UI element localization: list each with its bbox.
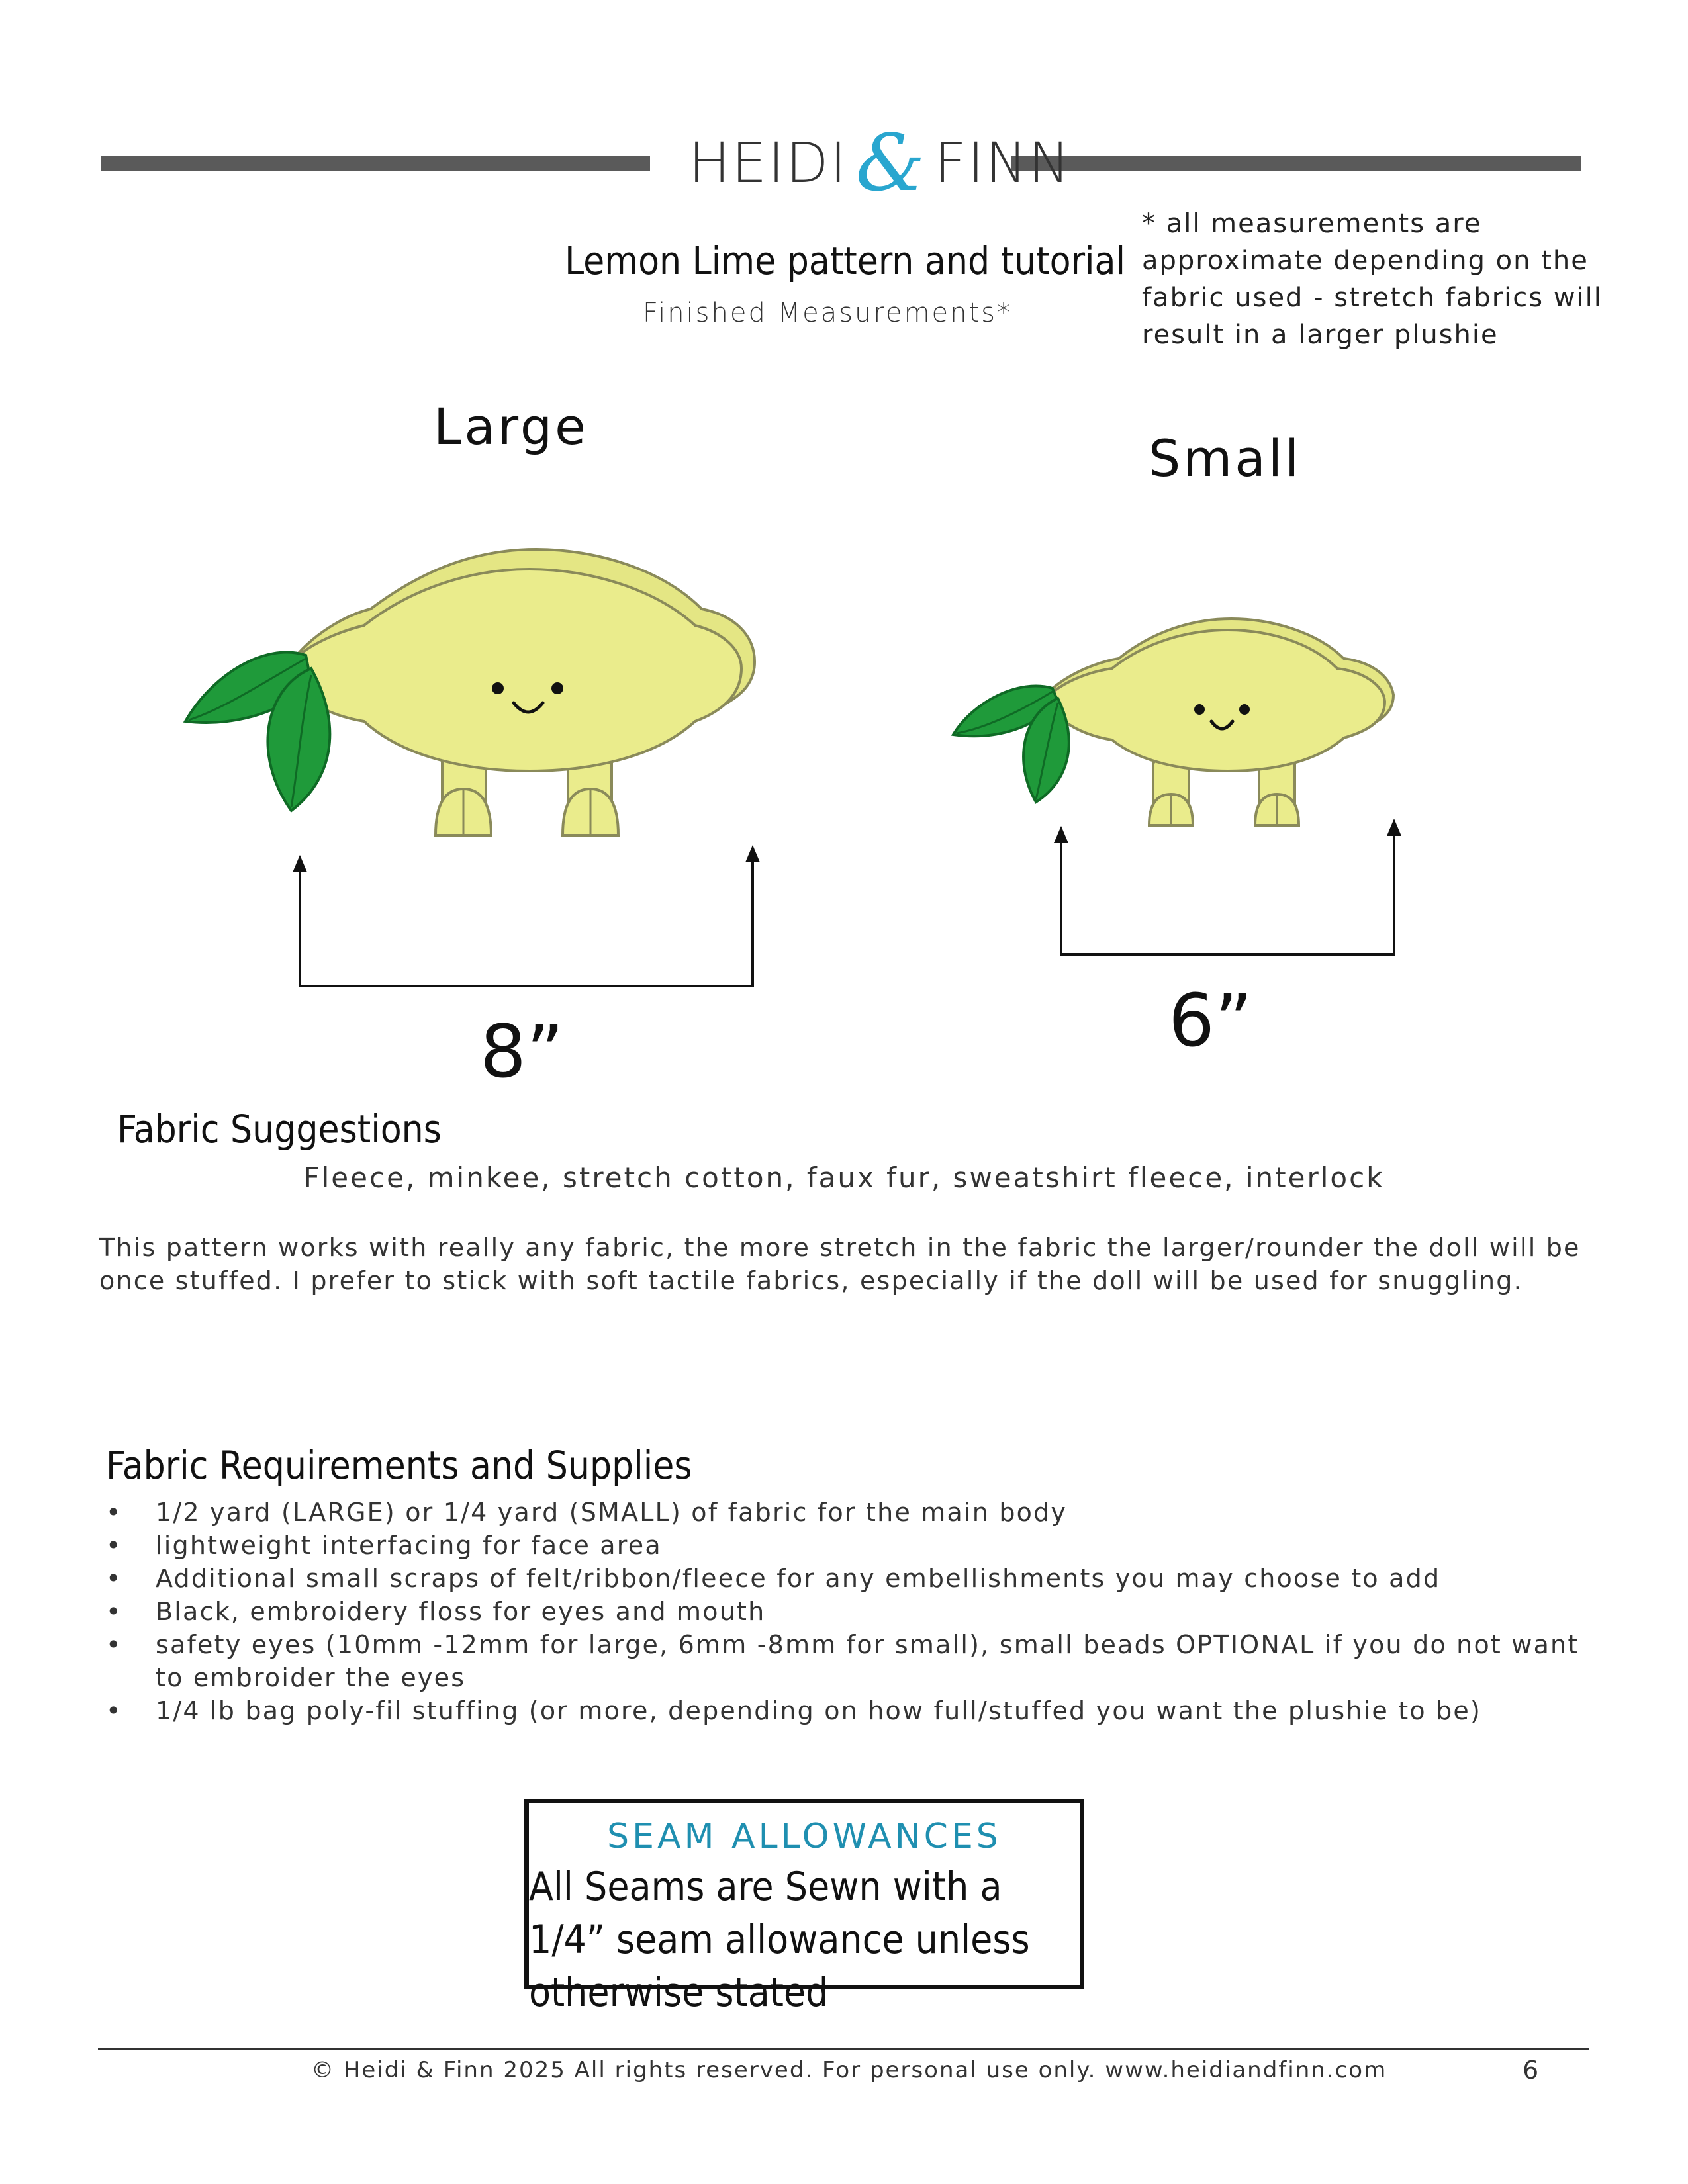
seam-allowance-box (524, 1799, 1084, 2016)
brand-ampersand: & (855, 117, 927, 208)
list-item: • Additional small scraps of felt/ribbon/fleece for any embellishments you may choose to add (99, 1562, 1589, 1595)
large-lemon (185, 549, 755, 835)
page-number: 6 (1523, 2056, 1539, 2085)
footer-rule (98, 2048, 1589, 2050)
fabric-suggestions-heading: Fabric Suggestions (117, 1107, 442, 1152)
list-item: • Black, embroidery floss for eyes and mouth (99, 1595, 1589, 1628)
measurement-note: * all measurements are approximate depending on the fabric used - stretch fabrics will result in a larger plushie (1142, 208, 1603, 350)
small-arrow-left (1054, 826, 1068, 843)
page-title: Lemon Lime pattern and tutorial (565, 238, 1125, 283)
large-arrow-left (293, 855, 307, 872)
large-dimension-bracket (300, 857, 753, 986)
footer-copyright: © Heidi & Finn 2025 All rights reserved. For personal use only. www.heidiandfinn.com (311, 2057, 1387, 2083)
seam-allowance-title: SEAM ALLOWANCES (607, 1817, 1002, 1856)
fabric-suggestions-list: Fleece, minkee, stretch cotton, faux fur, sweatshirt fleece, interlock (303, 1161, 1385, 1194)
supplies-list (99, 1496, 1589, 1727)
small-size-label: Small (1149, 429, 1302, 488)
brand-left: HEIDI (688, 130, 848, 195)
small-lemon-eye-left (1194, 704, 1205, 715)
small-dimension-label: 6” (1168, 978, 1252, 1063)
large-lemon-eye-left (492, 682, 504, 694)
fabric-paragraph: This pattern works with really any fabric, the more stretch in the fabric the larger/rounder the doll will be once stuffed. I prefer to stick with soft tactile fabrics, especially if the doll will be used for snuggling. (99, 1233, 1581, 1295)
large-dimension-label: 8” (480, 1009, 564, 1094)
list-item: • 1/2 yard (LARGE) or 1/4 yard (SMALL) of fabric for the main body (99, 1496, 1589, 1529)
large-size-label: Large (434, 397, 588, 456)
list-item: • 1/4 lb bag poly-fil stuffing (or more, depending on how full/stuffed you want the plushie to be) (99, 1694, 1589, 1727)
small-dimension-bracket (1061, 831, 1394, 954)
small-arrow-right (1387, 819, 1401, 836)
large-arrow-right (745, 845, 760, 862)
page-subtitle: Finished Measurements* (642, 298, 1013, 328)
list-item: • safety eyes (10mm -12mm for large, 6mm -8mm for small), small beads OPTIONAL if you do not want to embroider the eyes (99, 1628, 1589, 1694)
small-lemon (953, 619, 1393, 825)
supplies-heading: Fabric Requirements and Supplies (106, 1443, 692, 1488)
small-lemon-eye-right (1239, 704, 1250, 715)
list-item: • lightweight interfacing for face area (99, 1529, 1589, 1562)
brand-right: FINN (934, 130, 1072, 195)
seam-allowance-body: All Seams are Sewn with a 1/4” seam allowance unless otherwise stated (529, 1864, 1030, 2016)
large-lemon-eye-right (551, 682, 563, 694)
